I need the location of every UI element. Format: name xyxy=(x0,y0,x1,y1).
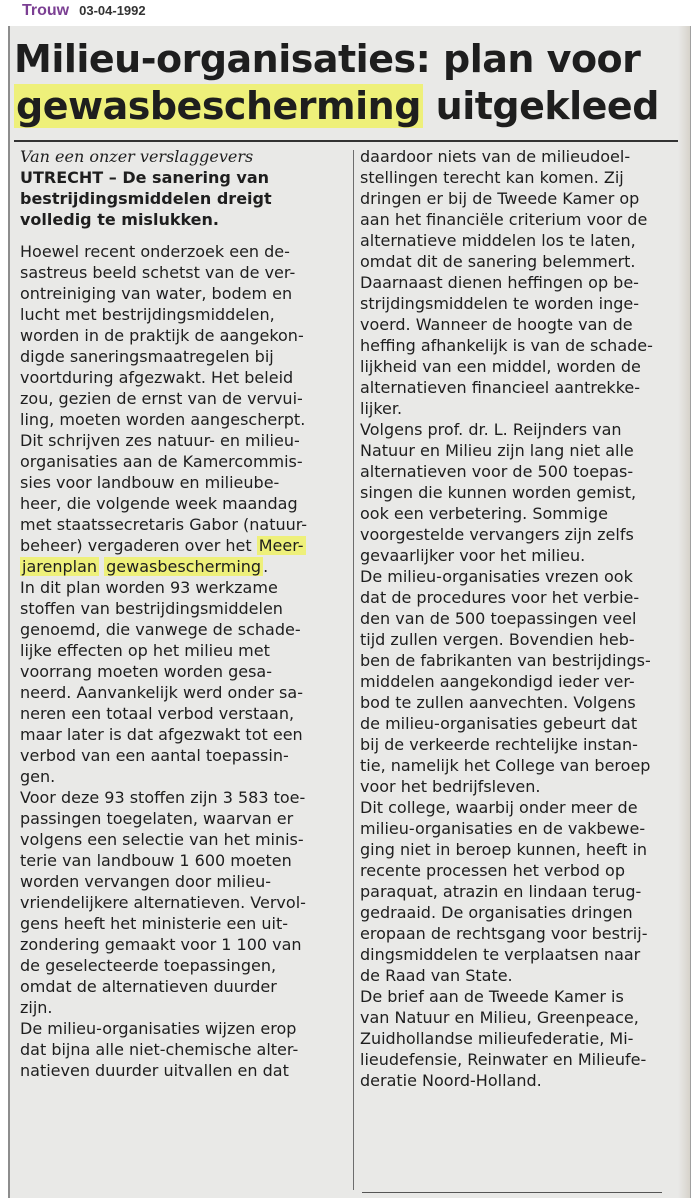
body-text-line: voerd. Wanneer de hoogte van de xyxy=(360,315,633,334)
body-text-line: verbod van een aantal toepassin- xyxy=(20,746,289,765)
body-text-line: middelen aangekondigd ieder ver- xyxy=(360,672,635,691)
body-text-line-highlighted xyxy=(20,556,344,577)
body-text-line: stellingen terecht kan komen. Zij xyxy=(360,168,624,187)
body-text-line: milieu-organisaties en de vakbewe- xyxy=(360,819,646,838)
body-text-line: bij de verkeerde rechtelijke instan- xyxy=(360,735,638,754)
body-text-line: genoemd, die vanwege de schade- xyxy=(20,620,301,639)
body-text-line: zou, gezien de ernst van de vervui- xyxy=(20,389,303,408)
body-text-line: aan het financiële criterium voor de xyxy=(360,210,648,229)
body-text-line: ging niet in beroep kunnen, heeft in xyxy=(360,840,648,859)
body-text-line: lijke effecten op het milieu met xyxy=(20,641,270,660)
body-text-line: De milieu-organisaties vrezen ook xyxy=(360,567,633,586)
body-text-line: heer, die volgende week maandag xyxy=(20,494,298,513)
body-text-line: gedraaid. De organisaties dringen xyxy=(360,903,633,922)
article-end-rule xyxy=(362,1192,662,1193)
body-text-line: omdat dit de sanering belemmert. xyxy=(360,252,636,271)
body-text-line: recente processen het verbod op xyxy=(360,861,625,880)
lead-line: bestrijdingsmiddelen dreigt xyxy=(20,189,272,208)
left-body-text xyxy=(20,241,344,1081)
body-text-line: natieven duurder uitvallen en dat xyxy=(20,1061,289,1080)
body-text-line: Hoewel recent onderzoek een de- xyxy=(20,242,290,261)
lead-line: UTRECHT – De sanering van xyxy=(20,168,270,187)
highlighted-term: Meer- xyxy=(258,536,304,555)
body-text-line: ben de fabrikanten van bestrijdings- xyxy=(360,651,651,670)
body-text-line: voortduring afgezwakt. Het beleid xyxy=(20,368,294,387)
body-text-line: organisaties aan de Kamercommis- xyxy=(20,452,303,471)
body-text-line: singen die kunnen worden gemist, xyxy=(360,483,637,502)
body-text-line: de geselecteerde toepassingen, xyxy=(20,956,277,975)
body-text-line: tijd zullen vergen. Bovendien heb- xyxy=(360,630,635,649)
newspaper-clipping xyxy=(8,26,691,1198)
body-text-line: digde saneringsmaatregelen bij xyxy=(20,347,274,366)
body-text-line: met staatssecretaris Gabor (natuur- xyxy=(20,515,308,534)
left-column xyxy=(20,146,344,1081)
body-text-line: bod te zullen aanvechten. Volgens xyxy=(360,693,636,712)
text-run: . xyxy=(263,557,269,576)
highlighted-term: jarenplan xyxy=(22,557,98,576)
body-text-line: lijkheid van een middel, worden de xyxy=(360,357,641,376)
body-text-line: Voor deze 93 stoffen zijn 3 583 toe- xyxy=(20,788,306,807)
body-text-line: alternatieven financieel aantrekke- xyxy=(360,378,641,397)
body-text-line: worden in de praktijk de aangekon- xyxy=(20,326,304,345)
body-text-line: gens heeft het ministerie een uit- xyxy=(20,914,289,933)
body-text-line: Dit college, waarbij onder meer de xyxy=(360,798,638,817)
body-text-line: dat bijna alle niet-chemische alter- xyxy=(20,1040,299,1059)
headline-line-2 xyxy=(14,83,686,130)
body-text-line: omdat de alternatieven duurder xyxy=(20,977,277,996)
body-text-line: gen. xyxy=(20,767,56,786)
body-text-line: sastreus beeld schetst van de ver- xyxy=(20,263,296,282)
body-text-line: voorgestelde vervangers zijn zelfs xyxy=(360,525,634,544)
body-text-line: vriendelijkere alternatieven. Vervol- xyxy=(20,893,306,912)
body-text-line: Volgens prof. dr. L. Reijnders van xyxy=(360,420,622,439)
body-text-line: neerd. Aanvankelijk werd onder sa- xyxy=(20,683,303,702)
body-text-line: neren een totaal verbod verstaan, xyxy=(20,704,295,723)
body-text-line: strijdingsmiddelen te worden inge- xyxy=(360,294,639,313)
column-divider xyxy=(353,150,354,1190)
body-text-line: dringen er bij de Tweede Kamer op xyxy=(360,189,640,208)
body-text-line: alternatieve middelen los te laten, xyxy=(360,231,636,250)
body-text-line: De brief aan de Tweede Kamer is xyxy=(360,987,624,1006)
body-text-line: Daarnaast dienen heffingen op be- xyxy=(360,273,639,292)
body-text-line: den van de 500 toepassingen veel xyxy=(360,609,637,628)
headline-line-2-rest: uitgekleed xyxy=(435,84,659,128)
body-text-line: Dit schrijven zes natuur- en milieu- xyxy=(20,431,300,450)
body-text-line: paraquat, atrazin en lindaan terug- xyxy=(360,882,642,901)
newspaper-name: Trouw xyxy=(22,2,70,19)
lead-spacer xyxy=(20,230,344,241)
body-text-line: de milieu-organisaties gebeurt dat xyxy=(360,714,638,733)
highlighted-term: gewasbescherming xyxy=(106,557,262,576)
text-run: beheer) vergaderen over het xyxy=(20,536,257,555)
body-text-line: zondering gemaakt voor 1 100 van xyxy=(20,935,302,954)
body-text-line: daardoor niets van de milieudoel- xyxy=(360,147,631,166)
body-text-line: van Natuur en Milieu, Greenpeace, xyxy=(360,1008,639,1027)
body-text-line: ontreiniging van water, bodem en xyxy=(20,284,293,303)
publication-date: 03-04-1992 xyxy=(79,3,146,18)
body-text-line: de Raad van State. xyxy=(360,966,513,985)
body-text-line: lijker. xyxy=(360,399,403,418)
body-text-line: worden vervangen door milieu- xyxy=(20,872,272,891)
body-text-line: lieudefensie, Reinwater en Milieufe- xyxy=(360,1050,647,1069)
body-text-line: stoffen van bestrijdingsmiddelen xyxy=(20,599,283,618)
body-text-line: In dit plan worden 93 werkzame xyxy=(20,578,278,597)
body-text-line: Natuur en Milieu zijn lang niet alle xyxy=(360,441,634,460)
body-text-line-highlighted xyxy=(20,535,344,556)
body-text-line: heffing afhankelijk is van de schade- xyxy=(360,336,653,355)
body-text-line: lucht met bestrijdingsmiddelen, xyxy=(20,305,275,324)
body-text-line: eropaan de rechtsgang voor bestrij- xyxy=(360,924,648,943)
body-text-line: voorrang moeten worden gesa- xyxy=(20,662,272,681)
byline: Van een onzer verslaggevers xyxy=(20,147,254,166)
body-text-line: volgens een selectie van het minis- xyxy=(20,830,304,849)
body-text-line: sies voor landbouw en milieube- xyxy=(20,473,280,492)
body-text-line: terie van landbouw 1 600 moeten xyxy=(20,851,292,870)
right-body-text xyxy=(360,146,682,1091)
body-text-line: passingen toegelaten, waarvan er xyxy=(20,809,294,828)
headline-rule xyxy=(14,140,678,142)
body-text-line: ling, moeten worden aangescherpt. xyxy=(20,410,306,429)
body-text-line: ook een verbetering. Sommige xyxy=(360,504,608,523)
headline-highlight: gewasbescherming xyxy=(16,84,421,128)
lead-line: volledig te mislukken. xyxy=(20,210,219,229)
body-text-line: tie, namelijk het College van beroep xyxy=(360,756,651,775)
article-headline xyxy=(14,36,686,130)
body-text-line: dingsmiddelen te verplaatsen naar xyxy=(360,945,641,964)
body-text-line: zijn. xyxy=(20,998,53,1017)
body-text-line: De milieu-organisaties wijzen erop xyxy=(20,1019,297,1038)
body-text-line: voor het bedrijfsleven. xyxy=(360,777,541,796)
headline-line-1: Milieu-organisaties: plan voor xyxy=(14,37,641,81)
body-text-line: dat de procedures voor het verbie- xyxy=(360,588,640,607)
clipping-metadata xyxy=(22,2,146,24)
body-text-line: gevaarlijker voor het milieu. xyxy=(360,546,586,565)
body-text-line: alternatieven voor de 500 toepas- xyxy=(360,462,634,481)
body-text-line: Zuidhollandse milieufederatie, Mi- xyxy=(360,1029,634,1048)
body-text-line: deratie Noord-Holland. xyxy=(360,1071,542,1090)
body-text-line: maar later is dat afgezwakt tot een xyxy=(20,725,303,744)
right-column xyxy=(360,146,682,1091)
